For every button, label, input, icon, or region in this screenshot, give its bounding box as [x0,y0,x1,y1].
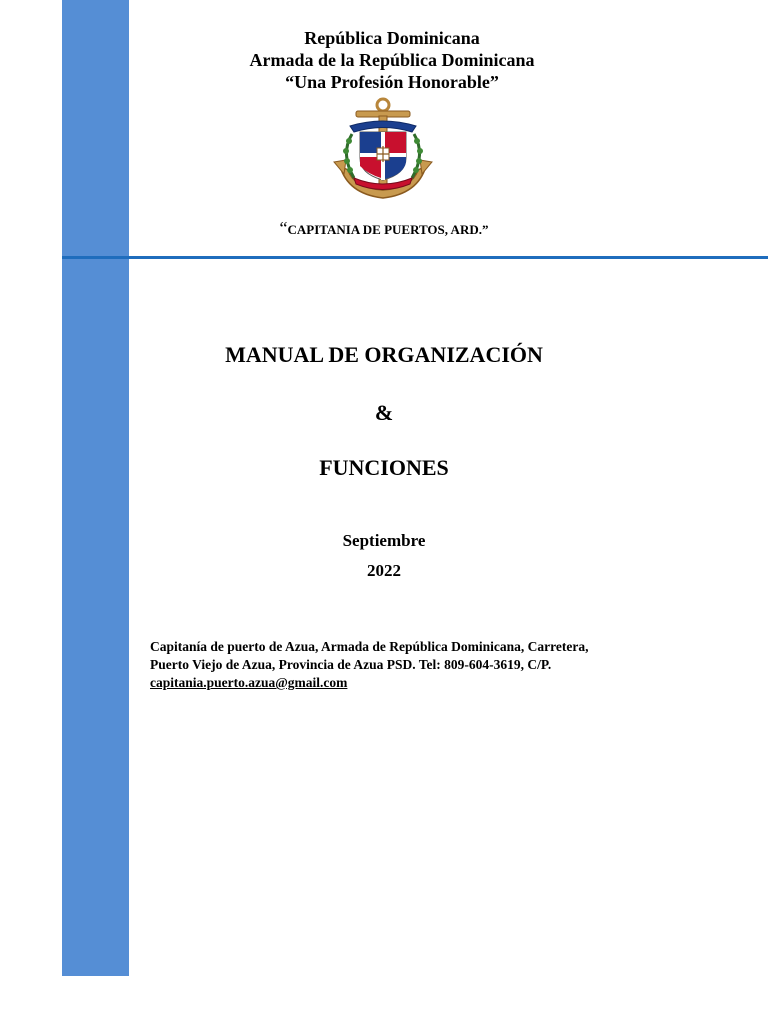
naval-coat-of-arms-anchor-icon [288,96,478,206]
address-line-2: Puerto Viejo de Azua, Provincia de Azua PSD. Tel: 809-604-3619, C/P. [150,657,552,672]
address-line-1: Capitanía de puerto de Azua, Armada de República Dominicana, Carretera, [150,639,589,654]
document-header [200,27,584,93]
header-divider [62,256,768,259]
unit-name [150,218,618,239]
email-link[interactable]: capitania.puerto.azua@gmail.com [150,675,348,690]
country-line: República Dominicana [304,28,480,48]
title-line-2: FUNCIONES [319,455,449,480]
date-month: Septiembre [342,531,426,550]
date-year: 2022 [367,561,401,580]
title-ampersand: & [374,400,394,425]
address-block [150,638,658,692]
unit-name-text: CAPITANIA DE PUERTOS, ARD.” [287,222,489,237]
title-line-1: MANUAL DE ORGANIZACIÓN [225,342,543,367]
open-quote: “ [279,218,288,238]
side-accent-bar [62,0,129,976]
motto-line: “Una Profesión Honorable” [285,72,499,92]
navy-line: Armada de la República Dominicana [249,50,535,70]
